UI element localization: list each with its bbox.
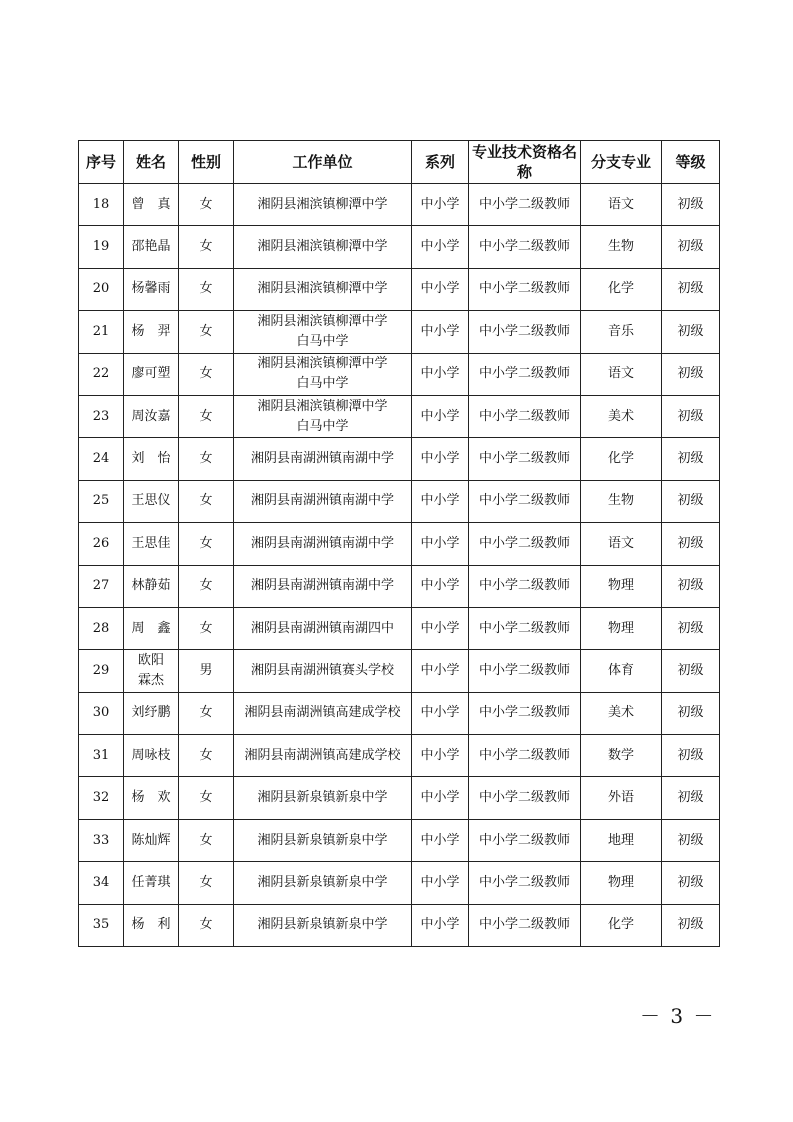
cell-unit: 湘阴县湘滨镇柳潭中学 白马中学 — [234, 311, 412, 353]
cell-unit: 湘阴县湘滨镇柳潭中学 白马中学 — [234, 395, 412, 437]
cell-qualification: 中小学二级教师 — [469, 862, 581, 904]
header-name: 姓名 — [124, 141, 179, 184]
cell-name: 周汝嘉 — [124, 395, 179, 437]
cell-subject: 地理 — [581, 819, 662, 861]
page-number: － 3 － — [640, 1004, 716, 1028]
cell-seq: 26 — [79, 523, 124, 565]
cell-seq: 28 — [79, 607, 124, 649]
cell-name: 任菁琪 — [124, 862, 179, 904]
cell-gender: 女 — [179, 438, 234, 480]
cell-level: 初级 — [662, 692, 720, 734]
cell-subject: 语文 — [581, 184, 662, 226]
cell-subject: 体育 — [581, 650, 662, 692]
cell-subject: 生物 — [581, 480, 662, 522]
table-row — [79, 353, 720, 395]
cell-level: 初级 — [662, 735, 720, 777]
cell-series: 中小学 — [412, 692, 469, 734]
cell-qualification: 中小学二级教师 — [469, 650, 581, 692]
cell-unit: 湘阴县湘滨镇柳潭中学 — [234, 268, 412, 310]
cell-gender: 女 — [179, 184, 234, 226]
cell-gender: 女 — [179, 311, 234, 353]
cell-seq: 31 — [79, 735, 124, 777]
cell-seq: 21 — [79, 311, 124, 353]
cell-name: 陈灿辉 — [124, 819, 179, 861]
cell-name: 邵艳晶 — [124, 226, 179, 268]
header-level: 等级 — [662, 141, 720, 184]
cell-gender: 男 — [179, 650, 234, 692]
cell-name: 廖可塑 — [124, 353, 179, 395]
cell-seq: 35 — [79, 904, 124, 946]
cell-seq: 25 — [79, 480, 124, 522]
header-unit: 工作单位 — [234, 141, 412, 184]
cell-name: 周咏枝 — [124, 735, 179, 777]
cell-level: 初级 — [662, 904, 720, 946]
cell-seq: 22 — [79, 353, 124, 395]
cell-name: 周 鑫 — [124, 607, 179, 649]
cell-unit: 湘阴县湘滨镇柳潭中学 白马中学 — [234, 353, 412, 395]
cell-seq: 30 — [79, 692, 124, 734]
cell-seq: 19 — [79, 226, 124, 268]
table-row — [79, 480, 720, 522]
cell-name: 杨 利 — [124, 904, 179, 946]
cell-series: 中小学 — [412, 184, 469, 226]
cell-qualification: 中小学二级教师 — [469, 311, 581, 353]
cell-level: 初级 — [662, 353, 720, 395]
cell-series: 中小学 — [412, 438, 469, 480]
cell-subject: 音乐 — [581, 311, 662, 353]
cell-gender: 女 — [179, 226, 234, 268]
cell-gender: 女 — [179, 777, 234, 819]
cell-level: 初级 — [662, 862, 720, 904]
cell-series: 中小学 — [412, 777, 469, 819]
cell-unit: 湘阴县湘滨镇柳潭中学 — [234, 226, 412, 268]
cell-qualification: 中小学二级教师 — [469, 692, 581, 734]
cell-unit: 湘阴县湘滨镇柳潭中学 — [234, 184, 412, 226]
table-row — [79, 819, 720, 861]
cell-series: 中小学 — [412, 565, 469, 607]
cell-seq: 32 — [79, 777, 124, 819]
table-row — [79, 607, 720, 649]
table-row — [79, 692, 720, 734]
cell-seq: 24 — [79, 438, 124, 480]
cell-unit: 湘阴县南湖洲镇高建成学校 — [234, 735, 412, 777]
cell-subject: 化学 — [581, 904, 662, 946]
cell-subject: 语文 — [581, 353, 662, 395]
cell-unit: 湘阴县新泉镇新泉中学 — [234, 904, 412, 946]
cell-level: 初级 — [662, 819, 720, 861]
cell-series: 中小学 — [412, 904, 469, 946]
cell-unit: 湘阴县南湖洲镇赛头学校 — [234, 650, 412, 692]
cell-level: 初级 — [662, 777, 720, 819]
cell-name: 王思佳 — [124, 523, 179, 565]
cell-level: 初级 — [662, 226, 720, 268]
table-header-row — [79, 141, 720, 184]
header-gender: 性别 — [179, 141, 234, 184]
cell-qualification: 中小学二级教师 — [469, 904, 581, 946]
table-body — [79, 184, 720, 947]
table-row — [79, 735, 720, 777]
cell-series: 中小学 — [412, 735, 469, 777]
table-row — [79, 226, 720, 268]
cell-unit: 湘阴县南湖洲镇高建成学校 — [234, 692, 412, 734]
table-row — [79, 438, 720, 480]
cell-qualification: 中小学二级教师 — [469, 565, 581, 607]
cell-series: 中小学 — [412, 862, 469, 904]
table-row — [79, 904, 720, 946]
cell-subject: 物理 — [581, 565, 662, 607]
cell-seq: 29 — [79, 650, 124, 692]
cell-gender: 女 — [179, 268, 234, 310]
cell-name: 欧阳 霖杰 — [124, 650, 179, 692]
cell-qualification: 中小学二级教师 — [469, 735, 581, 777]
cell-qualification: 中小学二级教师 — [469, 268, 581, 310]
table-row — [79, 395, 720, 437]
cell-subject: 化学 — [581, 268, 662, 310]
cell-series: 中小学 — [412, 607, 469, 649]
cell-unit: 湘阴县新泉镇新泉中学 — [234, 777, 412, 819]
cell-gender: 女 — [179, 565, 234, 607]
cell-series: 中小学 — [412, 395, 469, 437]
cell-name: 刘 怡 — [124, 438, 179, 480]
table-row — [79, 862, 720, 904]
cell-qualification: 中小学二级教师 — [469, 395, 581, 437]
cell-gender: 女 — [179, 862, 234, 904]
cell-level: 初级 — [662, 184, 720, 226]
cell-subject: 美术 — [581, 692, 662, 734]
cell-subject: 数学 — [581, 735, 662, 777]
cell-name: 刘纾鹏 — [124, 692, 179, 734]
cell-gender: 女 — [179, 480, 234, 522]
cell-subject: 生物 — [581, 226, 662, 268]
cell-qualification: 中小学二级教师 — [469, 226, 581, 268]
cell-series: 中小学 — [412, 311, 469, 353]
cell-name: 王思仪 — [124, 480, 179, 522]
cell-name: 杨馨雨 — [124, 268, 179, 310]
cell-qualification: 中小学二级教师 — [469, 438, 581, 480]
cell-unit: 湘阴县新泉镇新泉中学 — [234, 862, 412, 904]
cell-level: 初级 — [662, 523, 720, 565]
table-row — [79, 311, 720, 353]
cell-unit: 湘阴县南湖洲镇南湖中学 — [234, 480, 412, 522]
cell-level: 初级 — [662, 268, 720, 310]
cell-seq: 27 — [79, 565, 124, 607]
cell-series: 中小学 — [412, 523, 469, 565]
cell-series: 中小学 — [412, 819, 469, 861]
header-series: 系列 — [412, 141, 469, 184]
cell-gender: 女 — [179, 353, 234, 395]
cell-unit: 湘阴县南湖洲镇南湖中学 — [234, 438, 412, 480]
cell-subject: 外语 — [581, 777, 662, 819]
cell-qualification: 中小学二级教师 — [469, 184, 581, 226]
cell-series: 中小学 — [412, 480, 469, 522]
cell-subject: 美术 — [581, 395, 662, 437]
header-subject: 分支专业 — [581, 141, 662, 184]
cell-series: 中小学 — [412, 226, 469, 268]
cell-gender: 女 — [179, 735, 234, 777]
cell-unit: 湘阴县南湖洲镇南湖中学 — [234, 565, 412, 607]
cell-subject: 物理 — [581, 862, 662, 904]
cell-gender: 女 — [179, 904, 234, 946]
table-row — [79, 777, 720, 819]
cell-seq: 18 — [79, 184, 124, 226]
cell-qualification: 中小学二级教师 — [469, 777, 581, 819]
cell-seq: 34 — [79, 862, 124, 904]
cell-subject: 化学 — [581, 438, 662, 480]
cell-name: 林静茹 — [124, 565, 179, 607]
cell-name: 杨 欢 — [124, 777, 179, 819]
cell-qualification: 中小学二级教师 — [469, 353, 581, 395]
personnel-table — [78, 140, 720, 947]
cell-name: 曾 真 — [124, 184, 179, 226]
cell-level: 初级 — [662, 311, 720, 353]
cell-level: 初级 — [662, 480, 720, 522]
cell-gender: 女 — [179, 395, 234, 437]
table-row — [79, 268, 720, 310]
table-row — [79, 650, 720, 692]
cell-gender: 女 — [179, 607, 234, 649]
cell-unit: 湘阴县南湖洲镇南湖中学 — [234, 523, 412, 565]
cell-seq: 20 — [79, 268, 124, 310]
header-qualification: 专业技术资格名称 — [469, 141, 581, 184]
cell-unit: 湘阴县新泉镇新泉中学 — [234, 819, 412, 861]
cell-level: 初级 — [662, 650, 720, 692]
cell-gender: 女 — [179, 692, 234, 734]
cell-level: 初级 — [662, 395, 720, 437]
cell-level: 初级 — [662, 607, 720, 649]
cell-seq: 23 — [79, 395, 124, 437]
cell-unit: 湘阴县南湖洲镇南湖四中 — [234, 607, 412, 649]
cell-qualification: 中小学二级教师 — [469, 523, 581, 565]
cell-name: 杨 羿 — [124, 311, 179, 353]
cell-level: 初级 — [662, 565, 720, 607]
table-row — [79, 523, 720, 565]
cell-qualification: 中小学二级教师 — [469, 819, 581, 861]
cell-subject: 语文 — [581, 523, 662, 565]
cell-series: 中小学 — [412, 268, 469, 310]
table-row — [79, 565, 720, 607]
cell-gender: 女 — [179, 819, 234, 861]
cell-gender: 女 — [179, 523, 234, 565]
cell-qualification: 中小学二级教师 — [469, 480, 581, 522]
cell-level: 初级 — [662, 438, 720, 480]
cell-series: 中小学 — [412, 353, 469, 395]
cell-series: 中小学 — [412, 650, 469, 692]
header-seq: 序号 — [79, 141, 124, 184]
table-row — [79, 184, 720, 226]
cell-qualification: 中小学二级教师 — [469, 607, 581, 649]
cell-seq: 33 — [79, 819, 124, 861]
cell-subject: 物理 — [581, 607, 662, 649]
